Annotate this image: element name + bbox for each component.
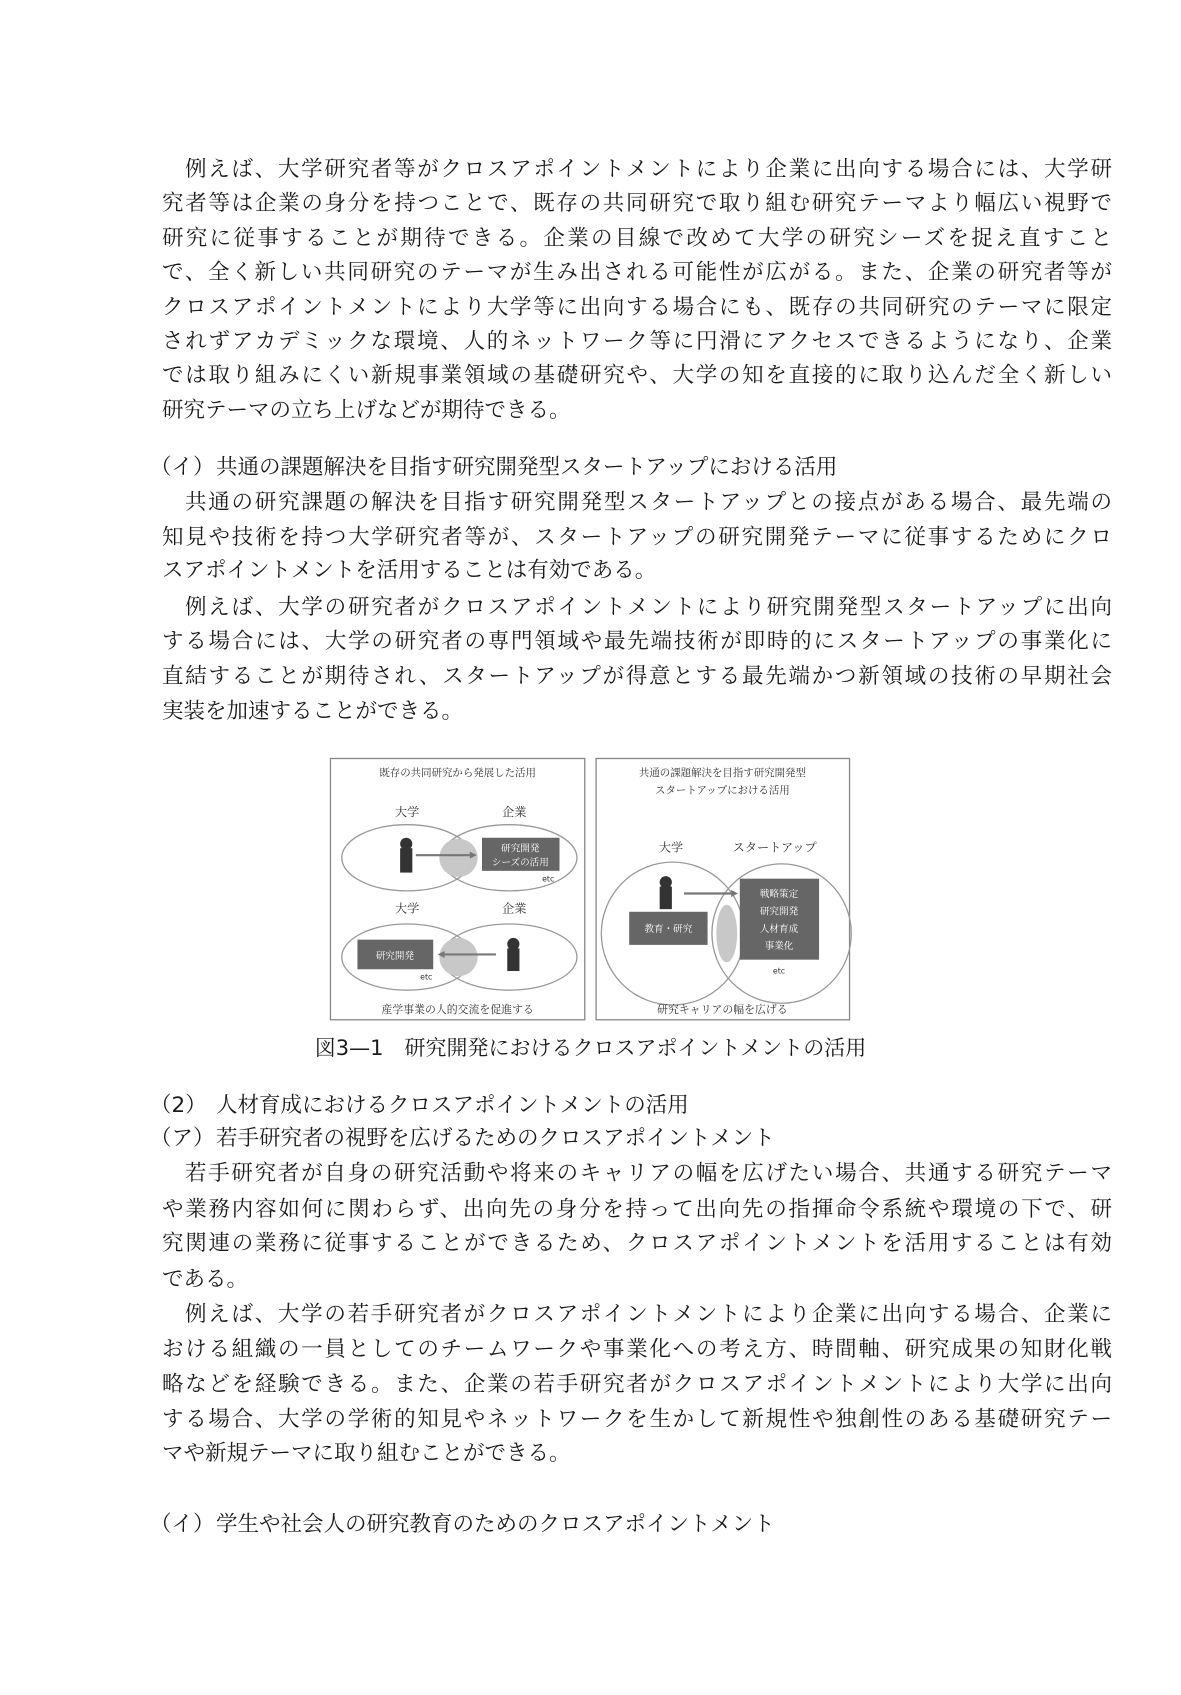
heading-label: （イ） [150, 455, 215, 480]
overlap-circle [439, 839, 477, 877]
label-company: 企業 [502, 804, 527, 819]
panel-border [330, 758, 584, 1019]
text-line: する場合には、大学の研究者の専門領域や最先端技術が即時的にスタートアップの事業化に [162, 629, 1112, 654]
text-line: 実装を加速することができる。 [162, 699, 464, 724]
overlap-ellipse [716, 905, 737, 962]
heading-label: （2） [150, 1093, 207, 1118]
etc-label: etc [772, 966, 786, 976]
box-text: 戦略策定 [759, 888, 799, 900]
heading-text: 人材育成におけるクロスアポイントメントの活用 [216, 1093, 689, 1118]
label-university: 大学 [394, 804, 420, 819]
box-text: 研究開発 [759, 906, 799, 918]
label-startup: スタートアップ [732, 840, 817, 855]
figure-3-1 [290, 755, 890, 1025]
etc-label: etc [420, 972, 433, 982]
text-line: されずアカデミックな環境、人的ネットワーク等に円滑にアクセスできるようになり、企業 [162, 329, 1112, 354]
text-line: 研究テーマの立ち上げなどが期待できる。 [162, 398, 571, 423]
text-line: 例えば、大学研究者等がクロスアポイントメントにより企業に出向する場合には、大学研 [185, 157, 1112, 182]
text-line: 究関連の業務に従事することができるため、クロスアポイントメントを活用することは有効 [162, 1231, 1112, 1256]
box-text: 研究開発 [375, 950, 415, 962]
panel-footer: 産学事業の人的交流を促進する [381, 1002, 534, 1016]
text-line: で、全く新しい共同研究のテーマが生み出される可能性が広がる。また、企業の研究者等が [162, 260, 1112, 285]
panel-title: 共通の課題解決を目指す研究開発型 [638, 766, 806, 779]
heading-text: 若手研究者の視野を広げるためのクロスアポイントメント [216, 1126, 775, 1151]
heading-label: （ア） [150, 1126, 215, 1151]
text-line: 例えば、大学の若手研究者がクロスアポイントメントにより企業に出向する場合、企業に [185, 1302, 1112, 1327]
text-line: マや新規テーマに取り組むことができる。 [162, 1441, 571, 1466]
section-heading-i2 [150, 1511, 775, 1539]
heading-text: 学生や社会人の研究教育のためのクロスアポイントメント [216, 1512, 775, 1537]
person-icon [660, 876, 672, 909]
section-heading-i [150, 454, 837, 482]
text-line: 共通の研究課題の解決を目指す研究開発型スタートアップとの接点がある場合、最先端の [185, 490, 1112, 515]
label-company: 企業 [502, 901, 527, 916]
heading-label: （イ） [150, 1512, 215, 1537]
box-text: シーズの活用 [491, 857, 549, 869]
text-line: クロスアポイントメントにより大学等に出向する場合にも、既存の共同研究のテーマに限定 [162, 295, 1112, 320]
figure-caption: 図3—1 研究開発におけるクロスアポイントメントの活用 [314, 1036, 867, 1060]
text-line: や業務内容如何に関わらず、出向先の身分を持って出向先の指揮命令系統や環境の下で、研 [162, 1197, 1112, 1222]
label-university: 大学 [658, 840, 684, 855]
etc-label: etc [542, 874, 555, 884]
figure-panel-left [330, 758, 584, 1019]
person-icon [507, 938, 519, 971]
text-line: おける組織の一員としてのチームワークや事業化への考え方、時間軸、研究成果の知財化戦 [162, 1337, 1112, 1362]
text-line: 若手研究者が自身の研究活動や将来のキャリアの幅を広げたい場合、共通する研究テーマ [185, 1161, 1112, 1186]
overlap-circle [439, 938, 477, 976]
text-line: する場合、大学の学術的知見やネットワークを生かして新規性や独創性のある基礎研究テー [162, 1407, 1112, 1432]
text-line: 研究に従事することが期待できる。企業の目線で改めて大学の研究シーズを捉え直すこと [162, 226, 1112, 251]
panel-title: スタートアップにおける活用 [655, 784, 790, 797]
section-heading-2 [150, 1092, 689, 1120]
panel-footer: 研究キャリアの幅を広げる [657, 1002, 788, 1016]
box-text: 事業化 [764, 941, 794, 953]
person-icon [400, 838, 412, 873]
panel-title: 既存の共同研究から発展した活用 [379, 766, 536, 779]
figure-panel-right [596, 758, 851, 1019]
text-line: では取り組みにくい新規事業領域の基礎研究や、大学の知を直接的に取り込んだ全く新しい [162, 363, 1112, 388]
section-heading-a [150, 1125, 775, 1153]
text-line: 例えば、大学の研究者がクロスアポイントメントにより研究開発型スタートアップに出向 [185, 595, 1112, 620]
box-text: 研究開発 [501, 843, 540, 855]
text-line: 略などを経験できる。また、企業の若手研究者がクロスアポイントメントにより大学に出向 [162, 1372, 1112, 1397]
label-university: 大学 [394, 901, 420, 916]
text-line: 直結することが期待され、スタートアップが得意とする最先端かつ新領域の技術の早期社会 [162, 664, 1112, 689]
box-text: 人材育成 [759, 923, 799, 935]
box-text: 教育・研究 [644, 923, 693, 935]
heading-text: 共通の課題解決を目指す研究開発型スタートアップにおける活用 [216, 455, 838, 480]
text-line: である。 [162, 1267, 249, 1292]
text-line: 究者等は企業の身分を持つことで、既存の共同研究で取り組む研究テーマより幅広い視野で [162, 191, 1112, 216]
text-line: スアポイントメントを活用することは有効である。 [162, 558, 657, 583]
text-line: 知見や技術を持つ大学研究者等が、スタートアップの研究開発テーマに従事するためにクロ [162, 525, 1112, 550]
